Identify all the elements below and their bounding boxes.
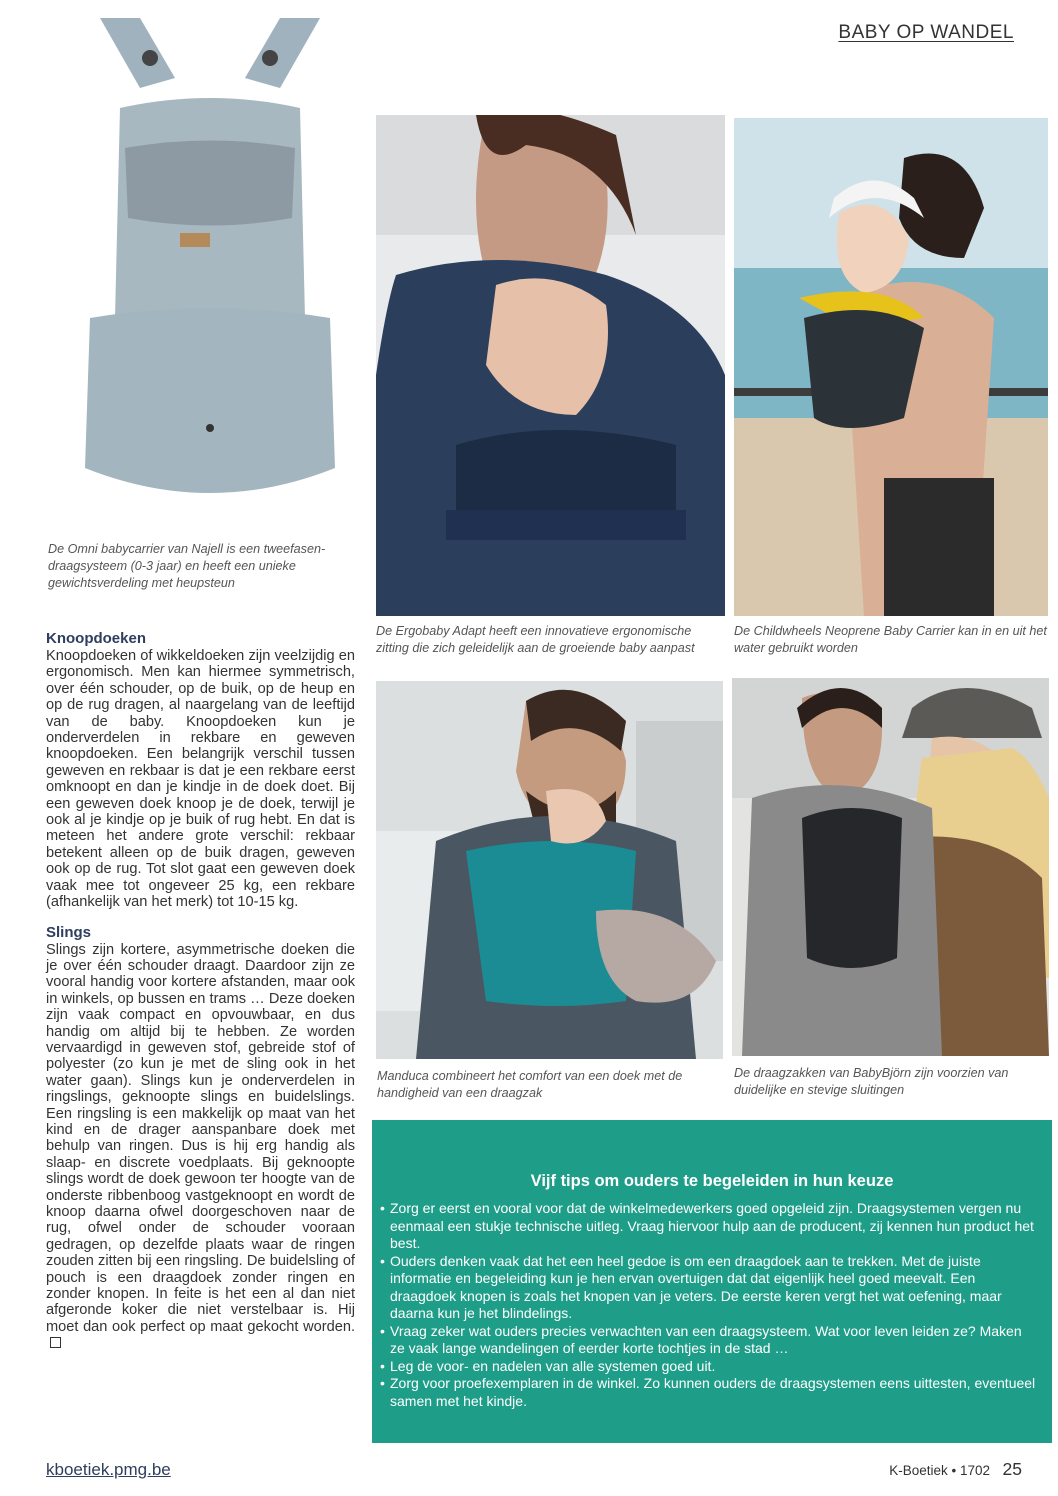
- footer-url-link[interactable]: kboetiek.pmg.be: [46, 1460, 171, 1479]
- page-number: 25: [1002, 1459, 1022, 1479]
- omni-carrier-photo: [80, 18, 342, 530]
- tip-item: • Zorg voor proefexemplaren in de winkel. Zo kunnen ouders de draagsystemen eens uittesten, eventueel samen met het kindje.: [380, 1375, 1036, 1410]
- omni-caption: De Omni babycarrier van Najell is een tweefasen-draagsysteem (0-3 jaar) en heeft een unieke gewichtsverdeling met heupsteun: [48, 542, 326, 590]
- article-column: [46, 630, 355, 1352]
- tips-list: [380, 1200, 1036, 1410]
- end-mark-icon: [50, 1337, 61, 1348]
- footer-issue: K-Boetiek • 1702: [889, 1463, 990, 1478]
- slings-text: Slings zijn kortere, asymmetrische doeken die je over één schouder draagt. Daardoor zijn ze vooral handig voor kortere afstanden, maar ook in winkels, op bussen en trams … Deze doeken zijn vaak compact en opvouwbaar, en dus handig om altijd bij te hebben. Ze worden vervaardigd in geweven stof, gebreide stof of polyester (zo kun je met de sling ook in het water gaan). Slings kun je onderverdelen in ringslings, geknoopte slings en buidelslings. Een ringsling is een makkelijk op maat van het kind en de drager aanspanbare doek met behulp van ringen. Dus is hij erg handig als slaap- en discrete voedplaats. Bij geknoopte slings wordt de doek gewoon ter hoogte van de onderste ribbenboog vastgeknoopt en wordt de knoop daarna ofwel doorgeschoven naar de rug, ofwel onder de schouder vooraan gedragen, op dezelfde plaats waar de ringen zouden zitten bij een ringsling. De buidelsling of pouch is een draagdoek zonder ringen en zonder knopen. In feite is het een al dan niet afgeronde koker die niet verstelbaar is. Hij moet dan ook perfect op maat gekocht worden.: [46, 941, 355, 1335]
- ergobaby-photo: [376, 115, 725, 616]
- childwheels-photo: [734, 118, 1048, 616]
- slings-heading: Slings: [46, 923, 92, 941]
- manduca-photo: [376, 681, 723, 1059]
- tip-item: • Vraag zeker wat ouders precies verwachten van een draagsysteem. Wat voor leven leiden ze? Maken ze vaak lange wandelingen of eerder korte tochtjes in de stad …: [380, 1323, 1036, 1358]
- childwheels-caption: De Childwheels Neoprene Baby Carrier kan in en uit het water gebruikt worden: [734, 624, 1047, 655]
- tip-item: • Zorg er eerst en vooral voor dat de winkelmedewerkers goed opgeleid zijn. Draagsystemen vergen nu eenmaal een stukje technische uitleg. Vraag hiervoor hulp aan de producent, zij kennen hun product het best.: [380, 1200, 1036, 1253]
- knoopdoeken-heading: Knoopdoeken: [46, 630, 146, 647]
- manduca-caption: Manduca combineert het comfort van een doek met de handigheid van een draagzak: [377, 1069, 683, 1100]
- slings-paragraph: [46, 942, 355, 1352]
- tip-item: • Leg de voor- en nadelen van alle systemen goed uit.: [380, 1358, 1036, 1376]
- tips-box: [372, 1120, 1052, 1443]
- section-label: BABY OP WANDEL: [838, 22, 1014, 43]
- tip-item: • Ouders denken vaak dat het een heel gedoe is om een draagdoek aan te trekken. Met de juiste informatie en begeleiding kun je hen ervan overtuigen dat dat eigenlijk heel goed meevalt. Een draagdoek knopen is zoals het knopen van je veters. De eerste keren vergt het wat oefening, maar daarna kun je het blindelings.: [380, 1253, 1036, 1323]
- babybjorn-caption: De draagzakken van BabyBjörn zijn voorzien van duidelijke en stevige sluitingen: [734, 1066, 1009, 1097]
- knoopdoeken-text: Knoopdoeken of wikkeldoeken zijn veelzijdig en ergonomisch. Men kan hiermee symmetrisch, over één schouder, op de buik, op de heup en op de rug dragen, al naargelang van de leeftijd van de baby. Knoopdoeken kun je onderverdelen in rekbare en geweven knoopdoeken. Een belangrijk verschil tussen geweven en rekbaar is dat je een rekbare eerst omknoopt en dan je kindje in de doek doet. Bij een geweven doek knoop je de doek, terwijl je ook al je kindje op je buik of rug hebt. En dat is meteen het andere grote verschil: rekbaar betekent alleen op de buik dragen, geweven ook op de rug. Tot slot gaat een geweven doek vaak mee tot ongeveer 25 kg, een rekbare (afhankelijk van het merk) tot 10-15 kg.: [46, 648, 355, 911]
- babybjorn-photo: [732, 678, 1049, 1056]
- tips-title: Vijf tips om ouders te begeleiden in hun keuze: [530, 1172, 894, 1190]
- ergobaby-caption: De Ergobaby Adapt heeft een innovatieve ergonomische zitting die zich geleidelijk aan de groeiende baby aanpast: [376, 624, 695, 655]
